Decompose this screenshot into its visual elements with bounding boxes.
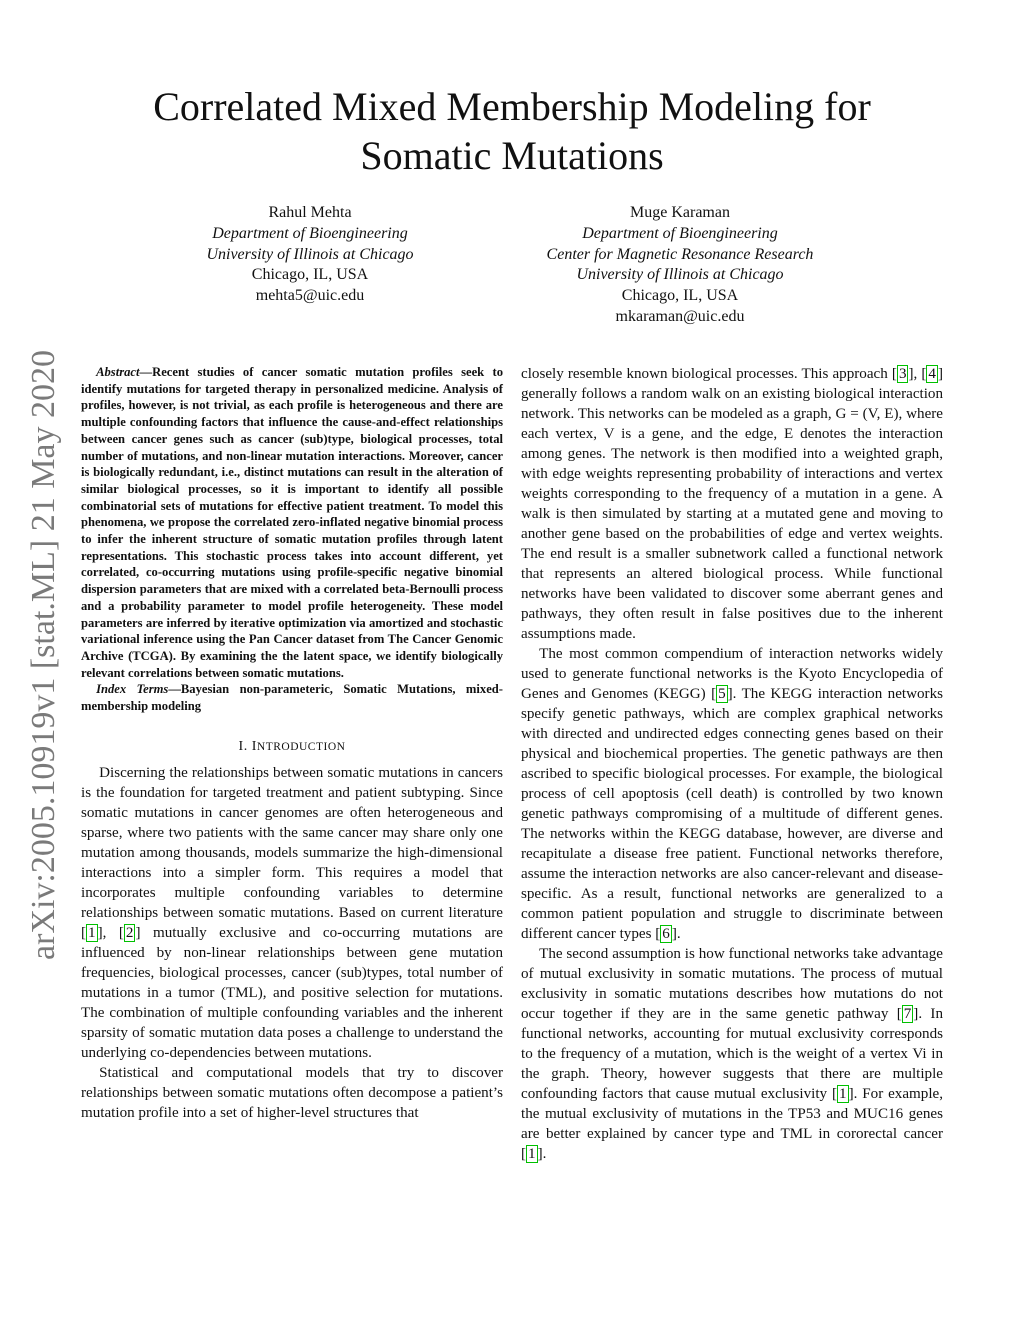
author-university: University of Illinois at Chicago [576, 266, 784, 284]
author-email: mehta5@uic.edu [255, 287, 365, 305]
author-name: Muge Karaman [630, 204, 730, 221]
index-terms-label: Index Terms [96, 682, 169, 697]
paragraph-text: generally follows a random walk on an existing biological interaction network. This networks can be modeled as a graph, G = (V, E), where each vertex, V is a gene, and the edge, E denotes the interaction among genes. The network is then modified into a weighted graph, with edge weights representing probability of interactions and vertex weights corresponding to the frequency of a mutation in a gene. A walk is then simulated by starting at a mutated gene and moving to another gene based on the probabilities of edge and vertex weights. The end result is a smaller subnetwork called a functional network that represents an altered biological process. While functional networks have been validated to discover some aberrant genes and pathways, they often result in false positives due to the inherent assumptions made. [521, 386, 943, 642]
paragraph-text: . [676, 926, 681, 942]
paragraph-text: mutually exclusive and co-occurring mutations are influenced by non-linear relationships between gene mutation frequencies, biological processes, cancer (sub)types, total number of mutations in a tumor (TML), and positive selection for mutations. The combination of multiple confounding variables and the inherent sparsity of somatic mutation data poses a challenge to understand the underlying co-dependencies between mutations. [81, 924, 503, 1061]
author-block-2 [520, 203, 840, 328]
paragraph-text: Statistical and computational models that try to discover relationships between somatic mutations often decompose a patient’s mutation profile into a set of higher-level structures that [81, 1064, 503, 1121]
citation-link[interactable]: 2 [125, 924, 134, 941]
index-terms-text: —Bayesian non-parameteric, Somatic Mutations, mixed-membership modeling [81, 682, 503, 714]
arxiv-identifier: arXiv:2005.10919v1 [stat.ML] 21 May 2020 [25, 349, 63, 961]
left-column [81, 364, 503, 1123]
author-location: Chicago, IL, USA [621, 287, 739, 305]
citation-link[interactable]: 4 [928, 366, 936, 382]
right-paragraph-1: closely resemble known biological processes. This approach [ 3 ], [ 4 ] generally follows a random walk on an existing biological interaction network. This networks can be modeled as a graph, G = (V, E), where each vertex, V is a gene, and the edge, E denotes the interaction among genes. The network is then modified into a weighted graph, with edge weights representing probability of interactions and vertex weights corresponding to the frequency of a mutation in a gene. A walk is then simulated by starting at a mutated gene and moving to another gene based on the probabilities of edge and vertex weights. The end result is a smaller subnetwork called a functional network that represents an altered biological process. While functional networks have been validated to discover some aberrant genes and pathways, they often result in false positives due to the inherent assumptions made. [521, 366, 943, 642]
author-name: Rahul Mehta [268, 204, 352, 221]
title-line-2: Somatic Mutations [360, 133, 664, 178]
paragraph-text: The second assumption is how functional networks take advantage of mutual exclusivity in somatic mutations. The process of mutual exclusivity in somatic mutations describes how mutations do not occur together if they are in the same genetic pathway [521, 946, 943, 1022]
right-paragraph-2: The most common compendium of interaction networks widely used to generate functional networks is the Kyoto Encyclopedia of Genes and Genomes (KEGG) [ 5 ]. The KEGG interaction networks specify genetic pathways, which are complex graphical networks with directed and undirected edges connecting genes based on their physical and biochemical properties. The genetic pathways are then ascribed to specific biological processes. For example, the biological process of cell apoptosis (cell death) is controlled by two known genetic pathways compromising of a multitude of different genes. The networks within the KEGG database, however, are diverse and recapitulate a disease free patient. Functional networks therefore, assume the interaction networks are also cancer-relevant and disease-specific. As a result, functional networks are generalized to a common patient population and struggle to discriminate between different cancer types [ 6 ]. [521, 646, 943, 942]
citation-link[interactable]: 1 [88, 924, 96, 941]
citation-link[interactable]: 6 [662, 926, 670, 942]
author-block-1 [170, 203, 450, 307]
paragraph-text: . [542, 1146, 547, 1162]
section-title-rest: NTRODUCTION [256, 740, 346, 753]
author-email: mkaraman@uic.edu [615, 307, 745, 325]
paragraph-text: The most common compendium of interaction networks widely used to generate functional networks is the Kyoto Encyclopedia of Genes and Genomes (KEGG) [521, 646, 943, 702]
abstract-label: Abstract [96, 365, 140, 379]
paragraph-text: . The KEGG interaction networks specify genetic pathways, which are complex graphical networks with directed and undirected edges connecting genes based on their physical and biochemical properties. The genetic pathways are then ascribed to specific biological processes. For example, the biological process of cell apoptosis (cell death) is controlled by two known genetic pathways compromising of a multitude of different genes. The networks within the KEGG database, however, are diverse and recapitulate a disease free patient. Functional networks therefore, assume the interaction networks are also cancer-relevant and disease-specific. As a result, functional networks are generalized to a common patient population and struggle to discriminate between different cancer types [521, 686, 943, 942]
intro-paragraph-2 [81, 1063, 503, 1123]
author-location: Chicago, IL, USA [251, 266, 369, 284]
author-department: Department of Bioengineering [212, 224, 408, 242]
section-title-first: I [251, 738, 257, 754]
author-department: Department of Bioengineering [582, 224, 778, 242]
author-center: Center for Magnetic Resonance Research [546, 245, 814, 263]
paragraph-text: closely resemble known biological processes. This approach [521, 366, 892, 382]
citation-link[interactable]: 7 [903, 1006, 912, 1022]
section-heading-introduction [81, 737, 503, 757]
citation-link[interactable]: 1 [839, 1086, 847, 1102]
section-number: I. [238, 738, 248, 754]
citation-link[interactable]: 3 [898, 366, 907, 382]
citation-link[interactable]: 5 [718, 686, 726, 702]
title-line-1: Correlated Mixed Membership Modeling for [153, 84, 871, 129]
paragraph-text: Discerning the relationships between somatic mutations in cancers is the foundation for targeted treatment and patient subtyping. Since somatic mutations in cancer genomes are often heterogeneous and sparse, where two patients with the same cancer may share only one mutation among thousands, models summarize the high-dimensional interactions into a simpler form. This requires a model that incorporates multiple confounding variables to determine relationships between somatic mutations. Based on current literature [81, 764, 503, 921]
index-terms [81, 681, 503, 714]
intro-paragraph-1: Discerning the relationships between somatic mutations in cancers is the foundation for targeted treatment and patient subtyping. Since somatic mutations in cancer genomes are often heterogeneous and sparse, where two patients with the same cancer may share only one mutation among thousands, models summarize the high-dimensional interactions into a simpler form. This requires a model that incorporates multiple confounding variables to determine relationships between somatic mutations. Based on current literature [ 1 ], [ 2 ] mutually exclusive and co-occurring mutations are influenced by non-linear relationships between gene mutation frequencies, biological processes, cancer (sub)types, total number of mutations in a tumor (TML), and positive selection for mutations. The combination of multiple confounding variables and the inherent sparsity of somatic mutation data poses a challenge to understand the underlying co-dependencies between mutations. [81, 764, 503, 1061]
abstract-text: —Recent studies of cancer somatic mutation profiles seek to identify mutations for targeted therapy in personalized medicine. Analysis of profiles, however, is not trivial, as each profile is heterogeneous and there are multiple confounding factors that influence the cause-and-effect relationships between cancer genes such as cancer (sub)type, biological processes, total number of mutations, and non-linear mutation interactions. Moreover, cancer is biologically redundant, i.e., distinct mutations can result in the alteration of similar biological processes, so it is important to identify all possible combinatorial sets of mutations for effective patient treatment. To model this phenomena, we propose the correlated zero-inflated negative binomial process to infer the inherent structure of somatic mutation profiles through latent representations. This stochastic process takes into account different, yet correlated, co-occurring mutations using profile-specific negative binomial dispersion parameters that are mixed with a correlated beta-Bernoulli process and a probability parameter to model profile heterogeneity. These model parameters are inferred by iterative optimization via amortized and stochastic variational inference using the Pan Cancer dataset from The Cancer Genomic Archive (TCGA). By examining the the latent space, we identify biologically relevant correlations between somatic mutations. [81, 365, 503, 680]
arxiv-identifier-sidebar [20, 340, 68, 970]
citation-link[interactable]: 1 [528, 1146, 536, 1162]
paragraph-text: . In functional networks, accounting for mutual exclusivity corresponds to the frequency of a mutation, which is the weight of a vertex Vi in the graph. Theory, however suggests that there are multiple confounding factors that cause mutual exclusivity [521, 1006, 943, 1102]
paper-title [100, 82, 924, 180]
paragraph-text: . For example, the mutual exclusivity of mutations in the TP53 and MUC16 genes are better explained by cancer type and TML in cororectal cancer [521, 1086, 944, 1142]
abstract [81, 364, 503, 681]
right-column [521, 364, 943, 1164]
author-university: University of Illinois at Chicago [206, 245, 414, 263]
right-paragraph-3: The second assumption is how functional networks take advantage of mutual exclusivity in somatic mutations. The process of mutual exclusivity in somatic mutations describes how mutations do not occur together if they are in the same genetic pathway [ 7 ]. In functional networks, accounting for mutual exclusivity corresponds to the frequency of a mutation, which is the weight of a vertex Vi in the graph. Theory, however suggests that there are multiple confounding factors that cause mutual exclusivity [ 1 ]. For example, the mutual exclusivity of mutations in the TP53 and MUC16 genes are better explained by cancer type and TML in cororectal cancer [ 1 ]. [521, 946, 944, 1162]
